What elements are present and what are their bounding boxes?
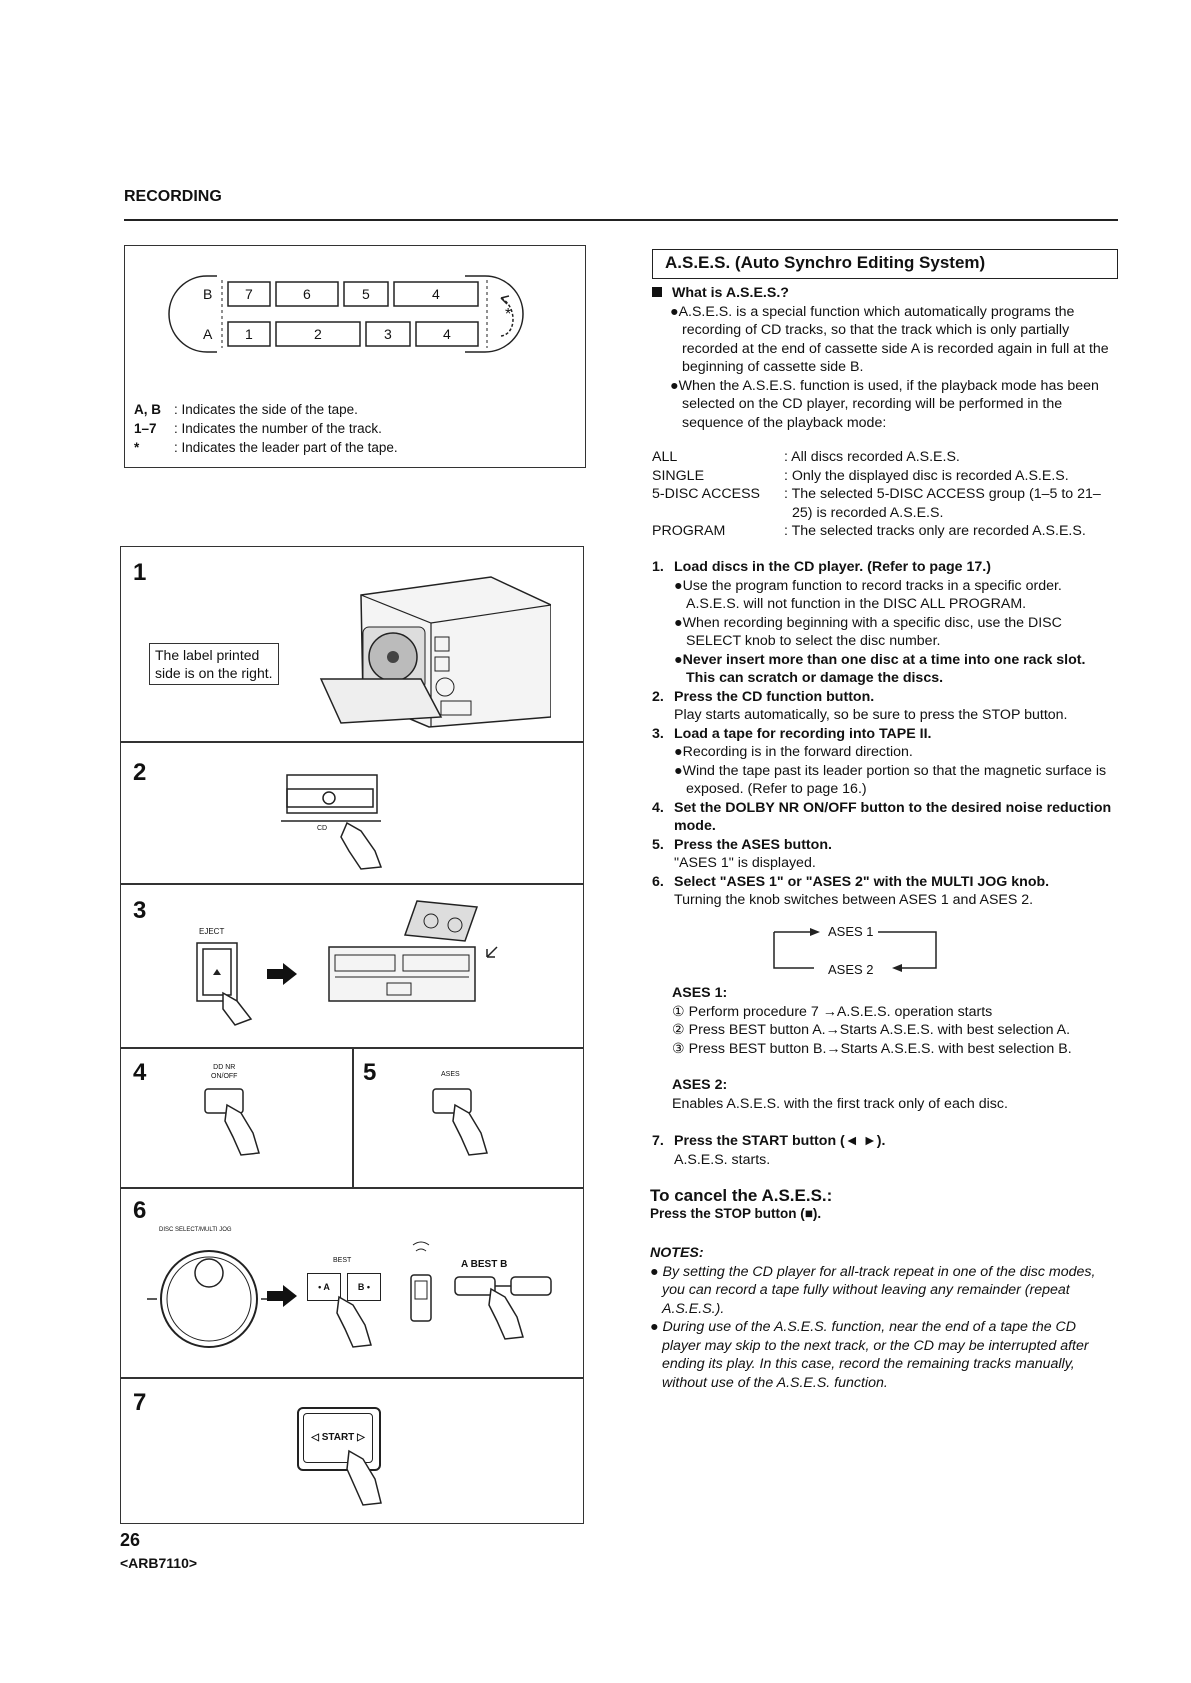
track-a-3: 3	[384, 326, 392, 342]
step-number: 7	[133, 1389, 147, 1416]
step-number: 1	[133, 559, 147, 586]
what-is-bullet: ●When the A.S.E.S. function is used, if the playback mode has been selected on the CD player, recording will be performed in the sequence of the playback mode:	[670, 377, 1099, 431]
procedure-step: 5. Press the ASES button. "ASES 1" is displayed.	[652, 836, 832, 871]
what-is-bullet: ●A.S.E.S. is a special function which automatically programs the recording of CD tracks, so that the track which is only partially recorded at the end of cassette side A is recorded again in full at the beginning of cassette side B.	[670, 303, 1109, 375]
cd-button-label: CD	[317, 825, 328, 832]
best-b-button[interactable]: B •	[347, 1273, 381, 1301]
side-b-label: B	[203, 286, 213, 302]
eject-button-illustration	[195, 939, 265, 1027]
legend-row: 1–7 : Indicates the number of the track.	[134, 421, 382, 436]
cancel-text: Press the STOP button (■).	[650, 1206, 822, 1221]
notes-heading: NOTES:	[650, 1245, 704, 1261]
multi-jog-knob-illustration	[135, 1237, 275, 1367]
mode-row: ALL : All discs recorded A.S.E.S.	[652, 449, 960, 465]
remote-best-label: A BEST B	[461, 1259, 508, 1270]
ases-1-item: ③ Press BEST button B.→Starts A.S.E.S. with best selection B.	[672, 1040, 1072, 1057]
step-number: 2	[133, 759, 147, 786]
track-a-1: 1	[245, 326, 253, 342]
section-title: RECORDING	[124, 188, 222, 205]
ases-1-cycle-label: ASES 1	[828, 924, 874, 939]
dolby-nr-label: DD NR ON/OFF	[211, 1064, 238, 1080]
ases-2-block: ASES 2: Enables A.S.E.S. with the first track only of each disc.	[672, 1077, 1008, 1112]
procedure-step: 3. Load a tape for recording into TAPE II. ●Recording is in the forward direction. ●Wind the tape past its leader portion so that the magnetic surface is exposed. (Refer to page 16.)	[652, 725, 1107, 797]
pressing-finger-icon	[333, 1293, 383, 1353]
page-number: 26	[120, 1530, 141, 1550]
best-label: BEST	[333, 1257, 352, 1264]
remote-best-buttons-illustration	[451, 1271, 561, 1361]
track-a-4: 4	[443, 326, 451, 342]
arrow-right-icon	[263, 959, 303, 989]
steps-illustration-panel	[120, 546, 584, 1524]
pressing-finger-icon	[343, 1447, 393, 1517]
title-divider	[124, 219, 1118, 221]
cd-function-button-illustration	[281, 767, 481, 877]
side-a-label: A	[203, 326, 213, 342]
procedure-step: 4. Set the DOLBY NR ON/OFF button to the desired noise reduction mode.	[652, 799, 1112, 834]
tape-legend	[134, 400, 398, 457]
mode-row: 5-DISC ACCESS : The selected 5-DISC ACCESS group (1–5 to 21–25) is recorded A.S.E.S.	[652, 486, 1101, 521]
document-code: <ARB7110>	[120, 1555, 198, 1571]
step-divider	[121, 1377, 583, 1379]
step-number: 4	[133, 1059, 147, 1086]
leader-mark: *	[505, 306, 512, 323]
track-b-3: 5	[362, 286, 370, 302]
what-is-ases-block	[652, 284, 1118, 432]
step-number: 6	[133, 1197, 147, 1224]
procedure-step: 1. Load discs in the CD player. (Refer to page 17.) ●Use the program function to record tracks in a specific order. A.S.E.S. will not function in the DISC ALL PROGRAM. ●When recording beginning with a specific disc, use the DISC SELECT knob to select the disc number. ●Never insert more than one disc at a time into one rack slot. This can scratch or damage the discs.	[652, 559, 1086, 686]
remote-control-icon	[407, 1237, 435, 1325]
procedure-step: 6. Select "ASES 1" or "ASES 2" with the MULTI JOG knob. Turning the knob switches between ASES 1 and ASES 2.	[652, 873, 1050, 908]
step-number: 5	[363, 1059, 377, 1086]
ases-1-block: ASES 1: ① Perform procedure 7 →A.S.E.S. operation starts ② Press BEST button A.→Starts A.S.E.S. with best selection A. ③ Press BEST button B.→Starts A.S.E.S. with best selection B.	[672, 984, 1118, 1058]
legend-row: A, B : Indicates the side of the tape.	[134, 402, 358, 417]
cancel-heading: To cancel the A.S.E.S.:	[650, 1186, 833, 1205]
track-a-2: 2	[314, 326, 322, 342]
tape-diagram-illustration	[125, 246, 585, 396]
step-7-block: 7. Press the START button (◄ ►). A.S.E.S. starts.	[652, 1133, 886, 1168]
cd-player-unit-illustration	[291, 567, 551, 737]
note-item: ● By setting the CD player for all-track repeat in one of the disc modes, you can record a tape fully without leaving any remainder (repeat A.S.E.S.).	[650, 1263, 1096, 1317]
procedure-steps	[652, 558, 1118, 910]
what-is-heading: What is A.S.E.S.?	[652, 284, 1118, 303]
step-divider	[121, 741, 583, 743]
ases-1-item: ② Press BEST button A.→Starts A.S.E.S. with best selection A.	[672, 1022, 1071, 1038]
note-item: ● During use of the A.S.E.S. function, near the end of a tape the CD player may skip to the next track, or the CD may be interrupted after ending its play. In this case, record the remaining tracks manually, without use of the A.S.E.S. function.	[650, 1319, 1089, 1391]
step-divider	[121, 1187, 583, 1189]
eject-label: EJECT	[199, 927, 225, 936]
arrow-right-icon	[263, 1281, 303, 1311]
ases-2-cycle-label: ASES 2	[828, 962, 874, 977]
track-b-1: 7	[245, 286, 253, 302]
step-column-divider	[352, 1047, 354, 1187]
mode-row: PROGRAM : The selected tracks only are recorded A.S.E.S.	[652, 523, 1086, 539]
ases-button-label: ASES	[441, 1071, 460, 1078]
track-b-2: 6	[303, 286, 311, 302]
procedure-step: 2. Press the CD function button. Play starts automatically, so be sure to press the STOP button.	[652, 688, 1068, 723]
dolby-nr-button-illustration	[203, 1083, 273, 1163]
ases-button-illustration	[431, 1083, 501, 1163]
ases-section-header	[652, 249, 1118, 279]
mode-row: SINGLE : Only the displayed disc is recorded A.S.E.S.	[652, 467, 1069, 484]
ases-title: A.S.E.S. (Auto Synchro Editing System)	[665, 253, 986, 272]
best-a-button[interactable]: • A	[307, 1273, 341, 1301]
disc-label-callout: The label printed side is on the right.	[149, 643, 279, 685]
cassette-deck-illustration	[327, 897, 507, 1037]
step-number: 3	[133, 897, 147, 924]
multi-jog-label: DISC SELECT/MULTI JOG	[159, 1227, 232, 1233]
cancel-block	[650, 1186, 1118, 1221]
notes-block	[650, 1244, 1116, 1392]
start-button[interactable]: ◁ START ▷	[303, 1413, 373, 1463]
legend-row: * : Indicates the leader part of the tape.	[134, 440, 398, 455]
ases-1-item: ① Perform procedure 7 →A.S.E.S. operation starts	[672, 1003, 993, 1020]
playback-modes-list	[652, 448, 1118, 541]
track-b-4: 4	[432, 286, 440, 302]
step-divider	[121, 883, 583, 885]
